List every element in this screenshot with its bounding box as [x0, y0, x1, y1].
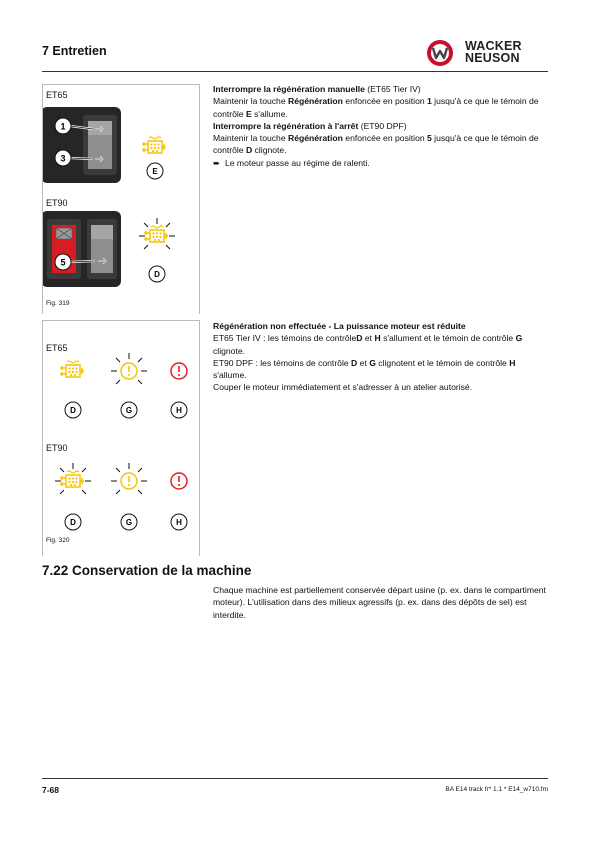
logo-text-neuson: NEUSON [465, 51, 520, 65]
marker-d [149, 266, 165, 282]
marker-g [121, 402, 137, 418]
logo-text-wacker: WACKER [465, 39, 522, 53]
paragraph-manual-regeneration: Maintenir la touche Régénération enfoncée en position 1 jusqu'à ce que le témoin de contrôle E s'allume. [213, 96, 539, 119]
figure-label-et90: ET90 [46, 443, 68, 453]
heading-regeneration-not-done: Régénération non effectuée - La puissance moteur est réduite [213, 321, 466, 331]
document-reference: BA E14 track fr* 1.1 * E14_w710.fm [445, 786, 548, 793]
callout-5 [55, 254, 71, 270]
footer-rule [42, 778, 548, 779]
result-arrow-icon: ➨ [213, 157, 221, 168]
result-line: ➨ Le moteur passe au régime de ralenti. [213, 157, 370, 168]
page-number: 7-68 [42, 785, 60, 795]
header-rule [42, 71, 548, 72]
heading-standstill-regeneration: Interrompre la régénération à l'arrêt (ET90 DPF) [213, 120, 407, 131]
figure-caption-319: Fig. 319 [46, 300, 70, 307]
marker-e [147, 163, 163, 179]
callout-3-label: 3 [60, 153, 66, 164]
heading-manual-regeneration: Interrompre la régénération manuelle (ET65 Tier IV) [213, 84, 421, 94]
marker-h [171, 402, 187, 418]
figure-label-et90: ET90 [46, 198, 68, 208]
regeneration-not-done-instructions [213, 320, 548, 394]
paragraph-et65: ET65 Tier IV : les témoins de contrôleD et H s'allument et le témoin de contrôle G clignote. [213, 333, 523, 356]
dpf-warning-icon-d [144, 226, 168, 242]
paragraph-standstill-regeneration: Maintenir la touche Régénération enfoncée en position 5 jusqu'à ce que le témoin de contrôle D clignote. [213, 133, 539, 156]
marker-d [65, 402, 81, 418]
marker-d-label: D [70, 406, 76, 415]
dpf-warning-icon-e [142, 137, 166, 153]
regeneration-stop-instructions [213, 83, 548, 169]
callout-1 [55, 118, 71, 134]
marker-g-label: G [125, 518, 133, 527]
section-body: Chaque machine est partiellement conservée départ usine (p. ex. dans le compartiment moteur). L'utilisation dans des milieux agressifs (p. ex. dans des dépôts de sel) est interdite. [213, 585, 546, 620]
et65-switch-panel [43, 107, 121, 183]
figure-label-et65: ET65 [46, 90, 68, 100]
wacker-neuson-logo [425, 38, 547, 68]
stop-alarm-icon-h [171, 473, 187, 489]
figure-320 [42, 320, 200, 556]
stop-alarm-icon-h [171, 363, 187, 379]
marker-h [171, 514, 187, 530]
dpf-warning-icon-d [60, 471, 84, 487]
callout-5-label: 5 [60, 257, 66, 268]
marker-e-label: E [152, 167, 158, 176]
dpf-warning-icon-d [60, 361, 84, 377]
callout-3 [55, 150, 71, 166]
paragraph-shutdown: Couper le moteur immédiatement et s'adresser à un atelier autorisé. [213, 382, 473, 393]
marker-d-label: D [154, 270, 160, 279]
paragraph-et90: ET90 DPF : les témoins de contrôle D et G clignotent et le témoin de contrôle H s'allume. [213, 357, 516, 381]
marker-h-label: H [176, 518, 182, 527]
marker-d [65, 514, 81, 530]
marker-g-label: G [125, 406, 133, 415]
et90-switch-panel [43, 211, 121, 287]
chapter-title: 7 Entretien [42, 44, 107, 58]
figure-319 [42, 84, 200, 314]
marker-d-label: D [70, 518, 76, 527]
callout-1-label: 1 [60, 121, 66, 132]
engine-warning-icon-g [121, 363, 137, 379]
figure-label-et65: ET65 [46, 343, 68, 353]
figure-caption-320: Fig. 320 [46, 537, 70, 544]
marker-g [121, 514, 137, 530]
section-title: 7.22 Conservation de la machine [42, 563, 252, 578]
engine-warning-icon-g [121, 473, 137, 489]
marker-h-label: H [176, 406, 182, 415]
